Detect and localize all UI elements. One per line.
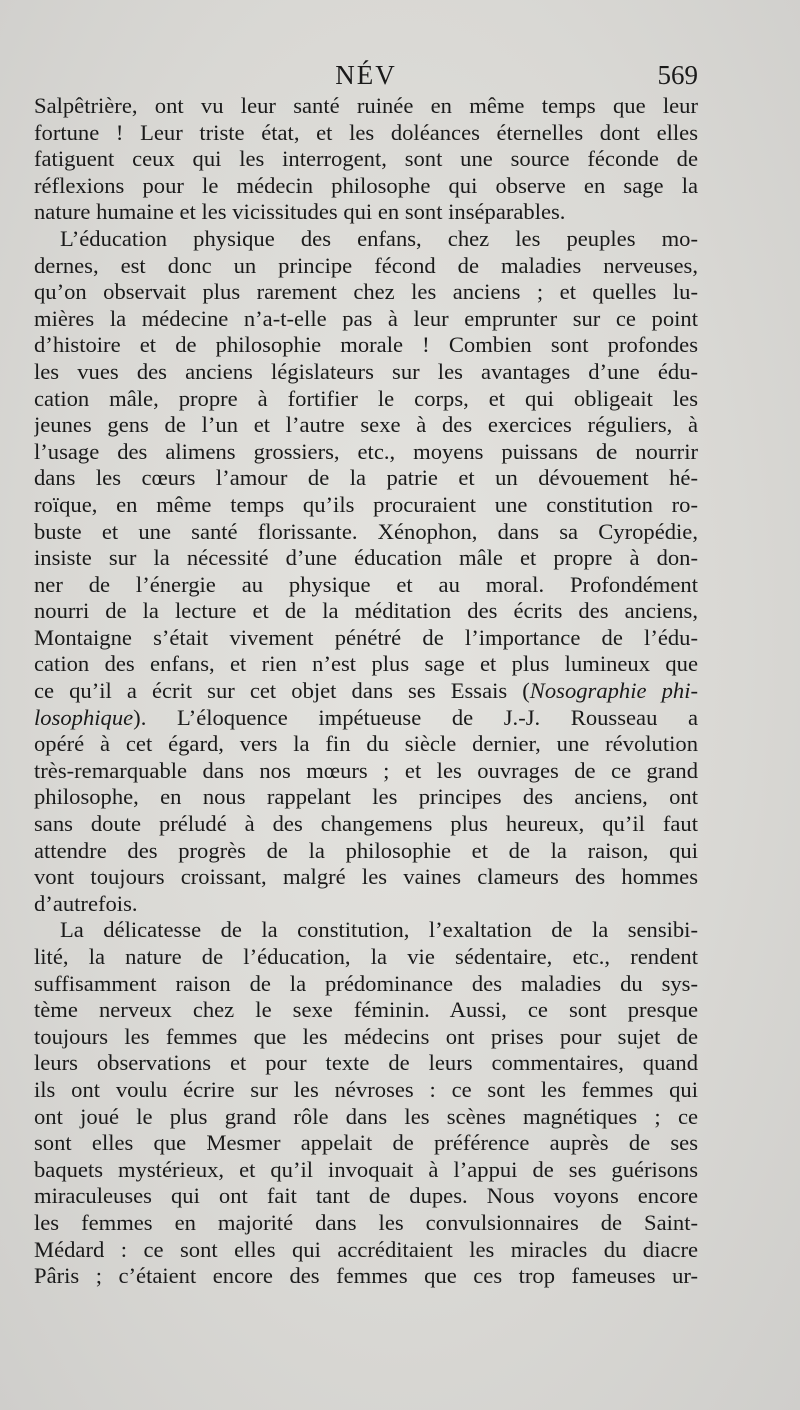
text-segment: ce qu’il a écrit sur cet objet dans ses Essais (: [34, 678, 530, 704]
running-head-title: NÉV: [335, 60, 397, 90]
paragraph-3: [34, 917, 698, 1289]
text-line: les femmes en majorité dans les convulsionnaires de Saint-: [34, 1209, 698, 1235]
text-line: L’éducation physique des enfans, chez les peuples mo-: [60, 225, 698, 251]
text-line: sont elles que Mesmer appelait de préférence auprès de ses: [34, 1130, 698, 1156]
text-line: cation mâle, propre à fortifier le corps, et qui obligeait les: [34, 385, 698, 411]
text-line: les vues des anciens législateurs sur les avantages d’une édu-: [34, 358, 698, 384]
text-line: dernes, est donc un principe fécond de maladies nerveuses,: [34, 252, 698, 278]
text-line: nature humaine et les vicissitudes qui en sont inséparables.: [34, 199, 566, 225]
text-line: baquets mystérieux, et qu’il invoquait à l’appui de ses guérisons: [34, 1156, 698, 1182]
text-line: roïque, en même temps qu’ils procuraient une constitution ro-: [34, 491, 698, 517]
text-line: sans doute préludé à des changemens plus heureux, qu’il faut: [34, 811, 698, 837]
text-line: nourri de la lecture et de la méditation des écrits des anciens,: [34, 598, 698, 624]
text-line: leurs observations et pour texte de leurs commentaires, quand: [34, 1050, 698, 1076]
text-line: ner de l’énergie au physique et au moral. Profondément: [34, 571, 698, 597]
text-line: lité, la nature de l’éducation, la vie sédentaire, etc., rendent: [34, 944, 698, 969]
text-segment: ). L’éloquence impétueuse de J.-J. Rousseau a: [133, 704, 698, 730]
italic-title: Nosographie phi-: [529, 678, 698, 704]
text-line: très-remarquable dans nos mœurs ; et les ouvrages de ce grand: [34, 757, 698, 783]
paragraph-2: [34, 226, 698, 917]
text-line-with-italic: [34, 678, 698, 705]
text-line: miraculeuses qui ont fait tant de dupes. Nous voyons encore: [34, 1183, 698, 1209]
text-line: philosophe, en nous rappelant les principes des anciens, ont: [34, 784, 698, 810]
text-line: opéré à cet égard, vers la fin du siècle dernier, une révolution: [34, 731, 698, 757]
text-line: fortune ! Leur triste état, et les doléances éternelles dont elles: [34, 119, 698, 145]
text-line: suffisamment raison de la prédominance des maladies du sys-: [34, 970, 698, 996]
text-line: Pâris ; c’étaient encore des femmes que ces trop fameuses ur-: [34, 1263, 698, 1289]
text-line: l’usage des alimens grossiers, etc., moyens puissans de nourrir: [34, 438, 698, 464]
text-line: mières la médecine n’a-t-elle pas à leur emprunter sur ce point: [34, 305, 698, 331]
body-text: [34, 93, 698, 1290]
text-line: cation des enfans, et rien n’est plus sage et plus lumineux que: [34, 651, 698, 677]
text-line: toujours les femmes que les médecins ont prises pour sujet de: [34, 1023, 698, 1049]
text-line-with-italic: [34, 705, 698, 732]
text-line: d’autrefois.: [34, 890, 138, 916]
text-line: attendre des progrès de la philosophie et de la raison, qui: [34, 837, 698, 863]
text-line: fatiguent ceux qui les interrogent, sont une source féconde de: [34, 146, 698, 172]
paragraph-1: [34, 93, 698, 226]
text-line: qu’on observait plus rarement chez les anciens ; et quelles lu-: [34, 279, 698, 305]
text-line: La délicatesse de la constitution, l’exaltation de la sensibi-: [60, 917, 698, 943]
text-line: buste et une santé florissante. Xénophon, dans sa Cyropédie,: [34, 518, 698, 544]
running-head: [34, 60, 698, 94]
text-line: dans les cœurs l’amour de la patrie et un dévouement hé-: [34, 465, 698, 491]
text-line: Médard : ce sont elles qui accréditaient les miracles du diacre: [34, 1236, 698, 1262]
text-line: Montaigne s’était vivement pénétré de l’importance de l’édu-: [34, 624, 698, 650]
text-line: d’histoire et de philosophie morale ! Combien sont profondes: [34, 332, 698, 358]
italic-title: losophique: [34, 704, 134, 730]
page-number: 569: [657, 60, 698, 90]
text-line: vont toujours croissant, malgré les vaines clameurs des hommes: [34, 864, 698, 890]
text-line: ils ont voulu écrire sur les névroses : ce sont les femmes qui: [34, 1076, 698, 1102]
text-line: insiste sur la nécessité d’une éducation mâle et propre à don-: [34, 545, 698, 571]
text-line: jeunes gens de l’un et l’autre sexe à des exercices réguliers, à: [34, 412, 698, 438]
text-line: Salpêtrière, ont vu leur santé ruinée en même temps que leur: [34, 93, 698, 118]
text-line: ont joué le plus grand rôle dans les scènes magnétiques ; ce: [34, 1103, 698, 1129]
text-line: tème nerveux chez le sexe féminin. Aussi, ce sont presque: [34, 997, 698, 1023]
text-line: réflexions pour le médecin philosophe qui observe en sage la: [34, 172, 698, 198]
